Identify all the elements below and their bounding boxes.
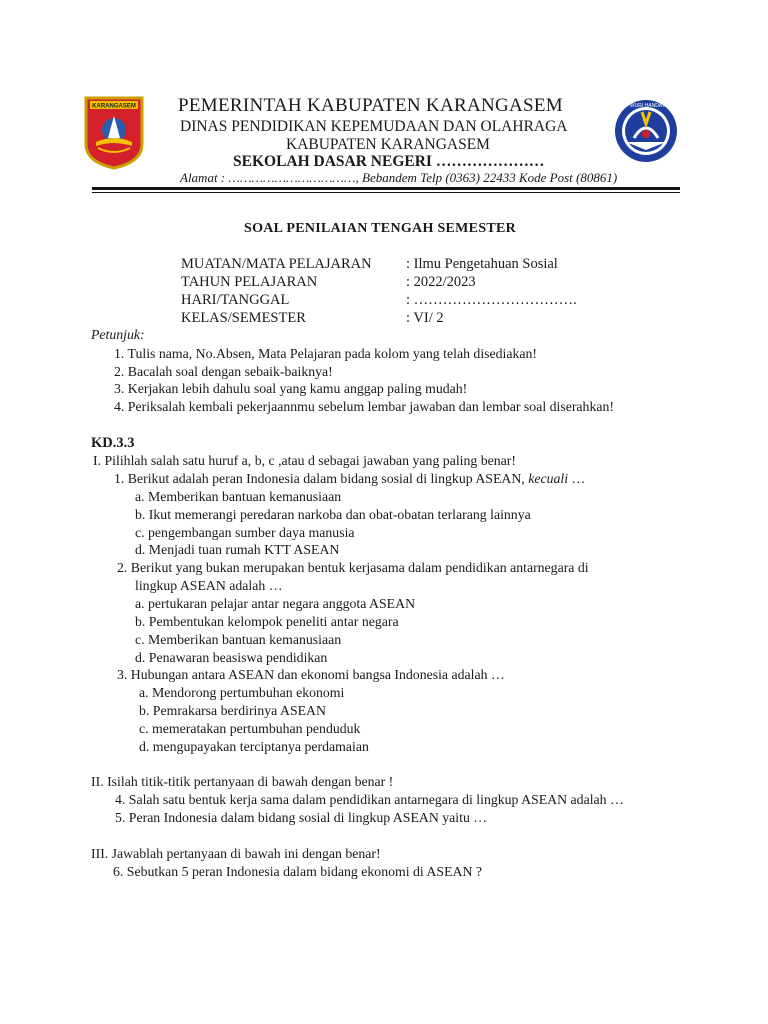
option-item: d. Penawaran beasiswa pendidikan <box>135 650 328 665</box>
meta-label-date: HARI/TANGGAL <box>181 292 290 308</box>
meta-label-subject: MUATAN/MATA PELAJARAN <box>181 256 372 272</box>
option-item: c. Memberikan bantuan kemanusiaan <box>135 632 342 647</box>
header-government: PEMERINTAH KABUPATEN KARANGASEM <box>178 95 563 116</box>
option-item: d. mengupayakan terciptanya perdamaian <box>139 739 369 754</box>
header-address: Alamat : ……………………………, Bebandem Telp (0363) 22433 Kode Post (80861) <box>180 170 618 185</box>
header-department: DINAS PENDIDIKAN KEPEMUDAAN DAN OLAHRAGA <box>180 118 568 135</box>
question-1-emphasis: kecuali <box>528 471 569 486</box>
header-school: SEKOLAH DASAR NEGERI ………………… <box>233 153 545 170</box>
karangasem-regency-logo <box>84 96 144 170</box>
section-1-heading: I. Pilihlah salah satu huruf a, b, c ,atau d sebagai jawaban yang paling benar! <box>93 453 516 468</box>
question-1-suffix: … <box>568 471 586 486</box>
instructions-label: Petunjuk: <box>91 327 145 342</box>
question-4: 4. Salah satu bentuk kerja sama dalam pendidikan antarnegara di lingkup ASEAN adalah … <box>115 792 624 807</box>
meta-label-class: KELAS/SEMESTER <box>181 310 306 326</box>
section-3-heading: III. Jawablah pertanyaan di bawah ini dengan benar! <box>91 846 381 861</box>
meta-value-date: : ……………………………. <box>406 292 577 308</box>
option-item: c. pengembangan sumber daya manusia <box>135 525 355 540</box>
option-item: b. Pemrakarsa berdirinya ASEAN <box>139 703 326 718</box>
option-item: b. Ikut memerangi peredaran narkoba dan obat-obatan terlarang lainnya <box>135 507 531 522</box>
logo-left-text: KARANGASEM <box>92 103 136 110</box>
meta-label-year: TAHUN PELAJARAN <box>181 274 318 290</box>
header-regency: KABUPATEN KARANGASEM <box>286 136 490 153</box>
option-item: a. pertukaran pelajar antar negara anggota ASEAN <box>135 596 416 611</box>
question-1 <box>114 471 585 487</box>
option-item: b. Pembentukan kelompok peneliti antar negara <box>135 614 399 629</box>
question-6: 6. Sebutkan 5 peran Indonesia dalam bidang ekonomi di ASEAN ? <box>113 864 482 879</box>
question-1-text: 1. Berikut adalah peran Indonesia dalam bidang sosial di lingkup ASEAN, <box>114 471 529 486</box>
header-divider-thick <box>92 187 680 190</box>
meta-value-subject: : Ilmu Pengetahuan Sosial <box>406 256 558 272</box>
question-5: 5. Peran Indonesia dalam bidang sosial di lingkup ASEAN yaitu … <box>115 810 488 825</box>
header-divider-thin <box>92 192 680 193</box>
option-item: a. Memberikan bantuan kemanusiaan <box>135 489 342 504</box>
option-item: d. Menjadi tuan rumah KTT ASEAN <box>135 542 340 557</box>
instruction-item: 4. Periksalah kembali pekerjaannmu sebelum lembar jawaban dan lembar soal diserahkan! <box>114 399 614 414</box>
tut-wuri-handayani-logo <box>612 98 680 164</box>
instruction-item: 1. Tulis nama, No.Absen, Mata Pelajaran pada kolom yang telah disediakan! <box>114 346 538 361</box>
question-2-line1: 2. Berikut yang bukan merupakan bentuk kerjasama dalam pendidikan antarnegara di <box>117 560 589 575</box>
instruction-item: 3. Kerjakan lebih dahulu soal yang kamu anggap paling mudah! <box>114 381 468 396</box>
meta-value-class: : VI/ 2 <box>406 310 444 326</box>
question-2-line2: lingkup ASEAN adalah … <box>135 578 283 593</box>
question-3: 3. Hubungan antara ASEAN dan ekonomi bangsa Indonesia adalah … <box>117 667 505 682</box>
exam-title: SOAL PENILAIAN TENGAH SEMESTER <box>244 221 517 236</box>
competency-code: KD.3.3 <box>91 435 135 451</box>
option-item: a. Mendorong pertumbuhan ekonomi <box>139 685 345 700</box>
section-2-heading: II. Isilah titik-titik pertanyaan di bawah dengan benar ! <box>91 774 394 789</box>
instruction-item: 2. Bacalah soal dengan sebaik-baiknya! <box>114 364 333 379</box>
logo-right-text: TUT WURI HANDAYANI <box>618 103 674 109</box>
option-item: c. memeratakan pertumbuhan penduduk <box>139 721 361 736</box>
meta-value-year: : 2022/2023 <box>406 274 476 290</box>
